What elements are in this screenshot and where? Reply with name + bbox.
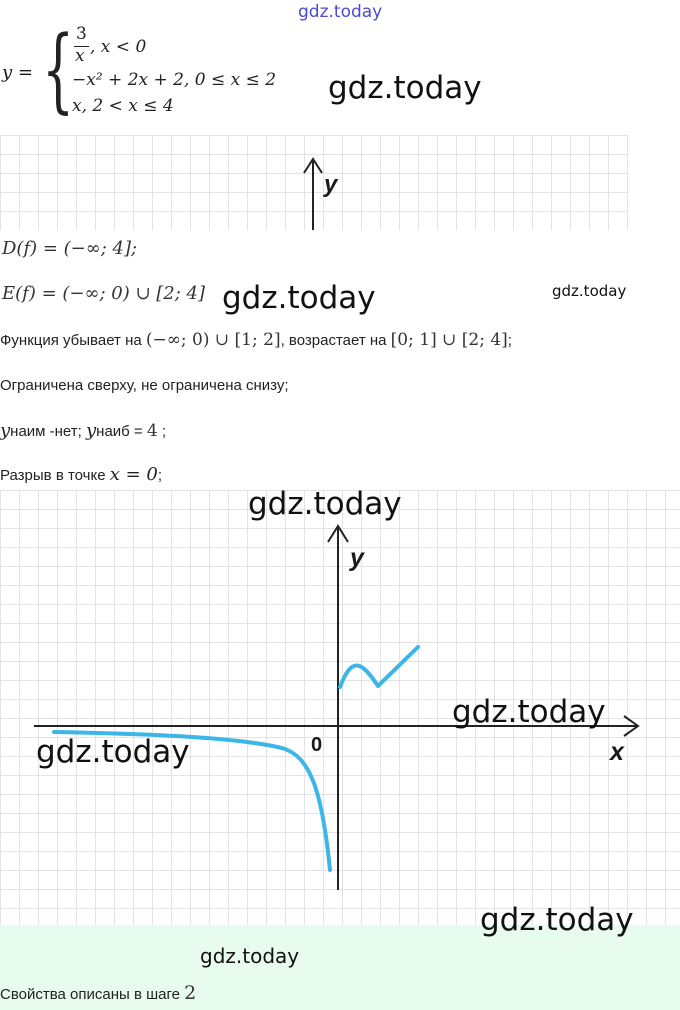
monotonic-line (0, 330, 512, 350)
top-graph-fragment (0, 135, 628, 230)
extrema-min-text: наим -нет; (10, 423, 86, 440)
case1-condition: , x < 0 (90, 37, 147, 57)
top-graph-y-label: y (324, 171, 338, 198)
watermark-1: gdz.today (328, 70, 482, 106)
domain-text: D(f) = (−∞; 4]; (2, 238, 138, 259)
extrema-max-text: наиб = (96, 423, 147, 440)
monotonic-suffix: ; (507, 332, 512, 349)
discontinuity-suffix: ; (157, 467, 163, 484)
domain-line (2, 238, 137, 259)
case1-numerator: 3 (76, 24, 87, 44)
graph-origin-label: 0 (311, 734, 323, 756)
graph-x-label: x (610, 738, 624, 766)
decreasing-intervals: (−∞; 0) ∪ [1; 2] (145, 330, 281, 350)
footer-line (0, 982, 196, 1004)
watermark-7: gdz.today (480, 902, 634, 938)
extrema-max-value: 4 (146, 421, 158, 441)
extrema-line (0, 420, 166, 441)
footer-step: 2 (184, 982, 197, 1004)
discontinuity-prefix: Разрыв в точке (0, 467, 110, 484)
curve-linear (378, 647, 418, 686)
range-line (2, 283, 205, 304)
graph-y-label: y (350, 544, 364, 572)
monotonic-prefix: Функция убывает на (0, 332, 146, 349)
discontinuity-point: x = 0 (109, 464, 158, 485)
watermark-5: gdz.today (452, 694, 606, 730)
monotonic-middle: , возрастает на (280, 332, 391, 349)
watermark-8: gdz.today (200, 944, 300, 968)
discontinuity-line (0, 464, 162, 485)
case-3: x, 2 < x ≤ 4 (72, 96, 174, 116)
watermark-6: gdz.today (36, 734, 190, 770)
range-text: E(f) = (−∞; 0) ∪ [2; 4] (2, 283, 205, 304)
left-brace: { (42, 16, 75, 123)
increasing-intervals: [0; 1] ∪ [2; 4] (390, 330, 508, 350)
case-2: −x² + 2x + 2, 0 ≤ x ≤ 2 (72, 70, 277, 90)
top-graph-axis (0, 135, 628, 230)
watermark-3: gdz.today (552, 282, 627, 300)
extrema-y-min: y (0, 420, 11, 441)
watermark-4: gdz.today (248, 486, 402, 522)
curve-parabola (340, 665, 378, 687)
extrema-y-max: y (86, 420, 97, 441)
function-lhs: y = (2, 62, 33, 83)
extrema-suffix: ; (157, 423, 167, 440)
watermark-top: gdz.today (298, 2, 383, 22)
watermark-2: gdz.today (222, 280, 376, 316)
bounded-line: Ограничена сверху, не ограничена снизу; (0, 377, 289, 394)
case1-denominator: x (75, 46, 85, 66)
footer-prefix: Свойства описаны в шаге (0, 986, 185, 1003)
